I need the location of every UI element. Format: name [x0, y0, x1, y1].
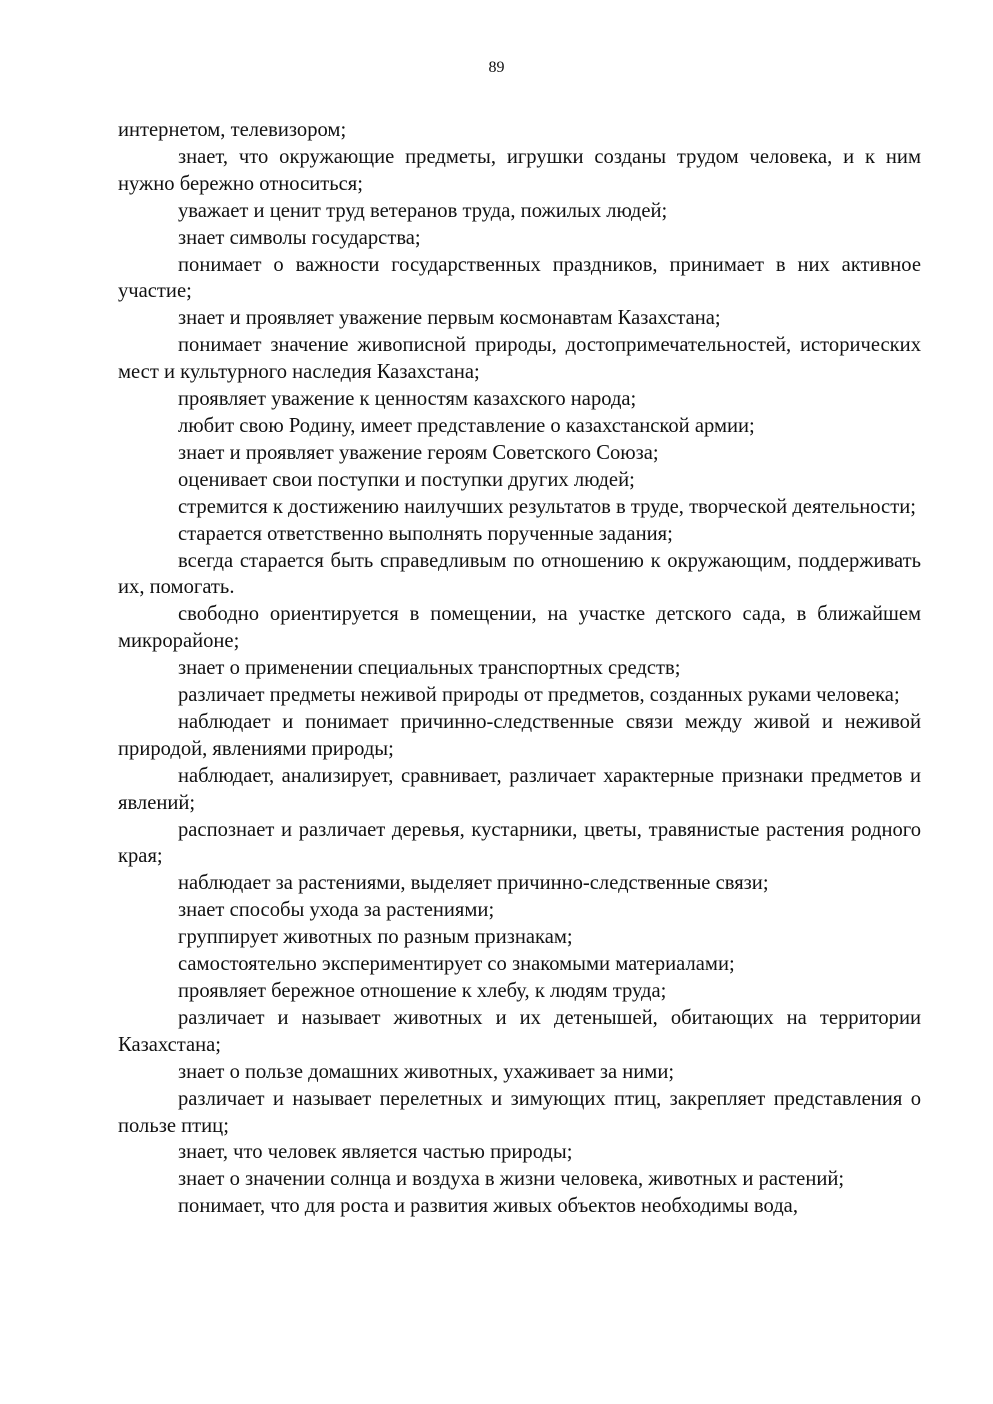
paragraph: наблюдает и понимает причинно-следственные связи между живой и неживой природой, явлениями природы; — [118, 710, 921, 760]
paragraph: различает и называет перелетных и зимующих птиц, закрепляет представления о пользе птиц; — [118, 1087, 921, 1137]
paragraph: различает предметы неживой природы от предметов, созданных руками человека; — [178, 684, 900, 707]
paragraph: понимает о важности государственных праздников, принимает в них активное участие; — [118, 253, 921, 303]
paragraph: старается ответственно выполнять порученные задания; — [178, 522, 673, 545]
paragraph: любит свою Родину, имеет представление о казахстанской армии; — [178, 414, 755, 437]
paragraph: знает, что окружающие предметы, игрушки созданы трудом человека, и к ним нужно бережно относиться; — [118, 145, 921, 195]
paragraph: распознает и различает деревья, кустарники, цветы, травянистые растения родного края; — [118, 818, 921, 868]
paragraph: знает о применении специальных транспортных средств; — [178, 657, 681, 680]
page-body — [118, 117, 921, 1220]
paragraph: знает и проявляет уважение героям Советского Союза; — [178, 441, 659, 464]
paragraph: знает о пользе домашних животных, ухаживает за ними; — [178, 1060, 675, 1083]
paragraph: знает символы государства; — [178, 226, 421, 249]
paragraph: всегда старается быть справедливым по отношению к окружающим, поддерживать их, помогать. — [118, 549, 921, 599]
paragraph: понимает, что для роста и развития живых объектов необходимы вода, — [178, 1195, 798, 1218]
paragraph: интернетом, телевизором; — [118, 119, 347, 141]
paragraph: проявляет бережное отношение к хлебу, к людям труда; — [178, 980, 667, 1002]
paragraph: самостоятельно экспериментирует со знакомыми материалами; — [178, 953, 735, 976]
paragraph: уважает и ценит труд ветеранов труда, пожилых людей; — [178, 199, 668, 222]
page-number: 89 — [488, 59, 505, 76]
paragraph: наблюдает, анализирует, сравнивает, различает характерные признаки предметов и явлений; — [118, 764, 921, 814]
paragraph: оценивает свои поступки и поступки других людей; — [178, 468, 635, 491]
paragraph: проявляет уважение к ценностям казахского народа; — [178, 388, 637, 411]
paragraph: знает и проявляет уважение первым космонавтам Казахстана; — [178, 307, 721, 330]
paragraph: наблюдает за растениями, выделяет причинно-следственные связи; — [178, 872, 769, 895]
paragraph: знает, что человек является частью природы; — [178, 1141, 573, 1164]
paragraph: знает о значении солнца и воздуха в жизни человека, животных и растений; — [178, 1168, 845, 1191]
paragraph: свободно ориентируется в помещении, на участке детского сада, в ближайшем микрорайоне; — [118, 603, 921, 653]
paragraph: различает и называет животных и их детенышей, обитающих на территории Казахстана; — [118, 1006, 921, 1056]
paragraph: знает способы ухода за растениями; — [178, 899, 495, 922]
paragraph: стремится к достижению наилучших результатов в труде, творческой деятельности; — [178, 495, 916, 518]
paragraph: группирует животных по разным признакам; — [178, 926, 573, 949]
paragraph: понимает значение живописной природы, достопримечательностей, исторических мест и культурного наследия Казахстана; — [118, 334, 921, 384]
